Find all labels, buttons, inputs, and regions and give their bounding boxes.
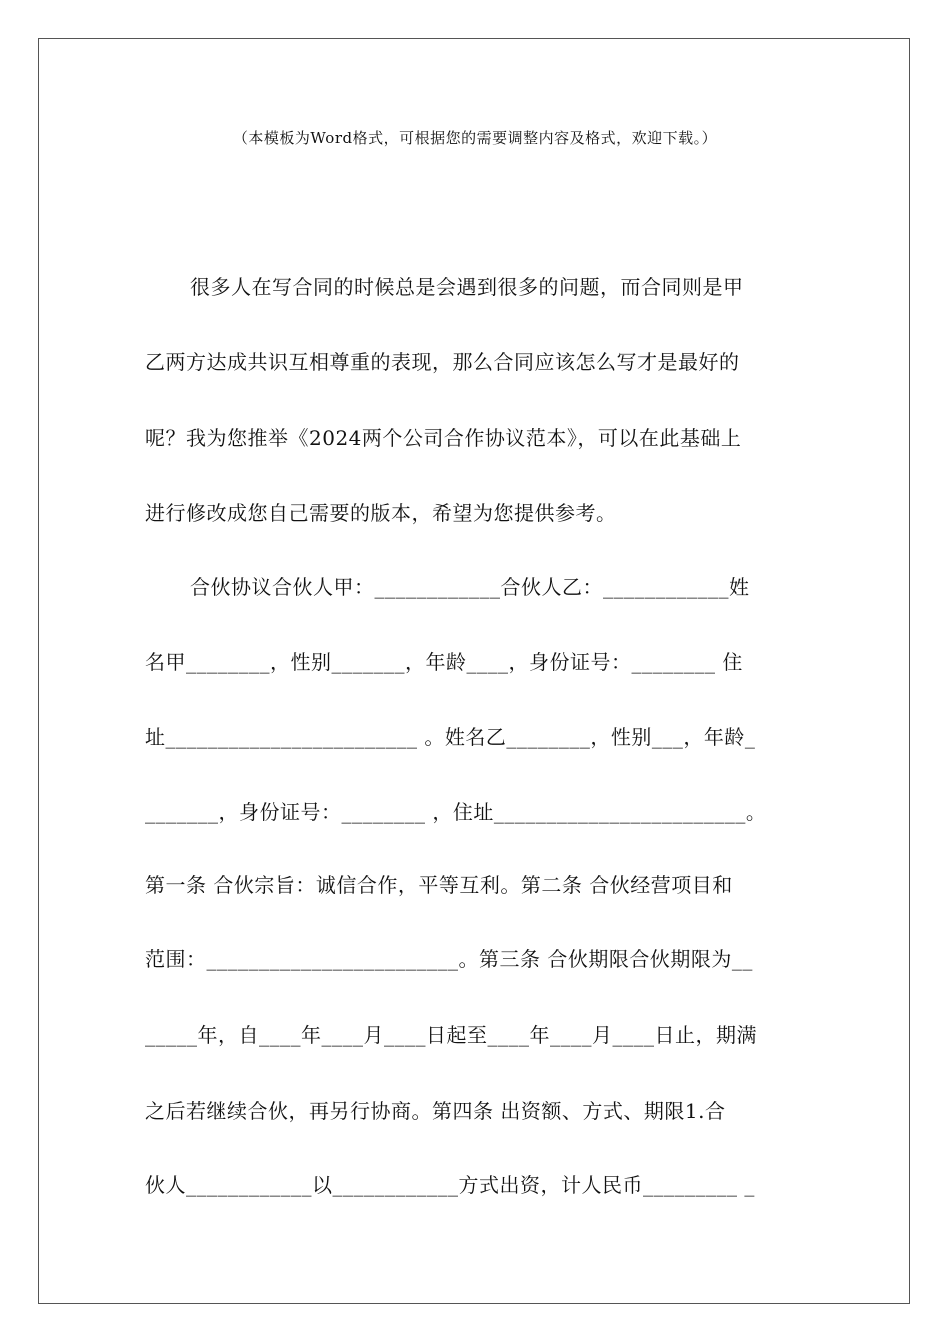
- body-line-2: 乙两方达成共识互相尊重的表现，那么合同应该怎么写才是最好的: [145, 350, 740, 374]
- body-line-8: _______，身份证号：________ ，住址________________________。: [145, 800, 767, 824]
- body-line-4: 进行修改成您自己需要的版本，希望为您提供参考。: [145, 501, 617, 525]
- body-line-5: 合伙协议合伙人甲：____________合伙人乙：____________姓: [190, 575, 750, 599]
- body-line-1: 很多人在写合同的时候总是会遇到很多的问题，而合同则是甲: [190, 275, 744, 299]
- body-line-10: 范围：________________________。第三条 合伙期限合伙期限为__: [145, 947, 753, 971]
- body-line-12: 之后若继续合伙，再另行协商。第四条 出资额、方式、期限1.合: [145, 1099, 726, 1123]
- body-line-9: 第一条 合伙宗旨：诚信合作，平等互利。第二条 合伙经营项目和: [145, 873, 733, 897]
- template-notice: （本模板为Word格式，可根据您的需要调整内容及格式，欢迎下载。）: [232, 129, 718, 147]
- body-line-13: 伙人____________以____________方式出资，计人民币_________ _: [145, 1173, 755, 1197]
- body-line-3: 呢？我为您推举《2024两个公司合作协议范本》，可以在此基础上: [145, 426, 742, 450]
- body-line-11: _____年，自____年____月____日起至____年____月____日止，期满: [145, 1023, 757, 1047]
- body-line-7: 址________________________ 。姓名乙________，性别___，年龄_: [145, 725, 756, 749]
- body-line-6: 名甲________，性别_______，年龄____，身份证号：________ 住: [145, 650, 743, 674]
